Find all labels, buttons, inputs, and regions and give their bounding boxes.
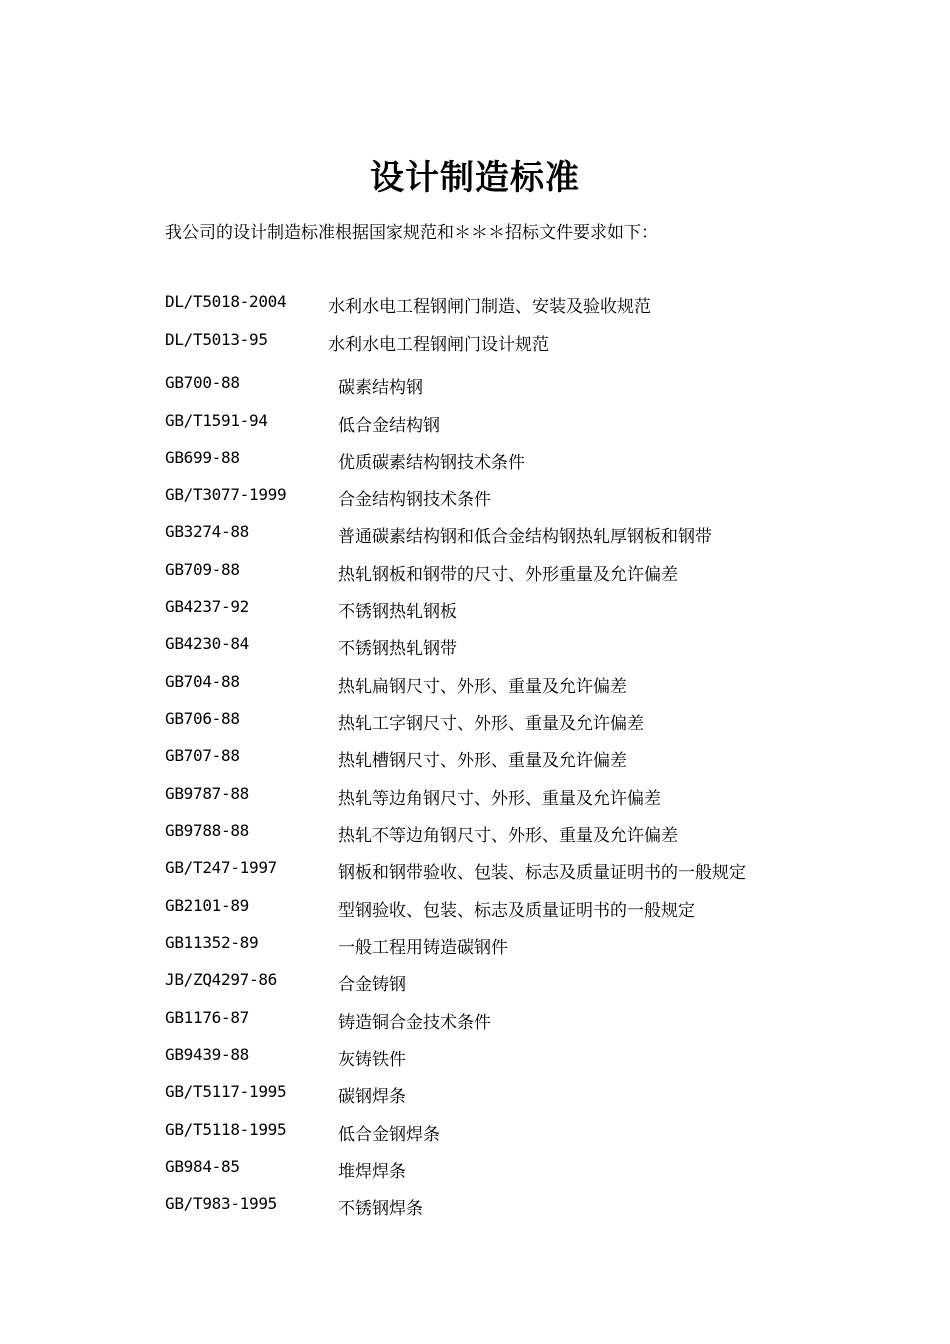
- standard-row: [165, 672, 865, 696]
- standard-name: 堆焊焊条: [338, 1162, 406, 1182]
- standard-name: 热轧槽钢尺寸、外形、重量及允许偏差: [338, 751, 627, 771]
- standard-name: 热轧工字钢尺寸、外形、重量及允许偏差: [338, 714, 644, 734]
- standard-name: 碳钢焊条: [338, 1087, 406, 1107]
- standard-row: [165, 1120, 865, 1144]
- standard-row: [165, 821, 865, 845]
- standard-code: GB4237-92: [165, 597, 249, 616]
- standard-row: [165, 709, 865, 733]
- standard-code: GB/T5117-1995: [165, 1082, 287, 1101]
- standard-code: GB1176-87: [165, 1008, 249, 1027]
- standard-row: [165, 1157, 865, 1181]
- standard-row: [165, 1008, 865, 1032]
- standard-name: 合金结构钢技术条件: [338, 490, 491, 510]
- standard-row: [165, 1082, 865, 1106]
- standard-row: [165, 373, 865, 397]
- standard-name: 碳素结构钢: [338, 378, 423, 398]
- standard-code: GB/T5118-1995: [165, 1120, 287, 1139]
- standard-name: 优质碳素结构钢技术条件: [338, 453, 525, 473]
- standard-row: [165, 1194, 865, 1218]
- standard-code: GB706-88: [165, 709, 240, 728]
- standard-code: GB4230-84: [165, 634, 249, 653]
- page-title: 设计制造标准: [370, 158, 580, 198]
- standard-code: GB984-85: [165, 1157, 240, 1176]
- standard-code: GB9788-88: [165, 821, 249, 840]
- standard-row: [165, 858, 865, 882]
- standard-name: 热轧扁钢尺寸、外形、重量及允许偏差: [338, 677, 627, 697]
- standard-name: 水利水电工程钢闸门设计规范: [328, 335, 549, 355]
- standard-name: 热轧等边角钢尺寸、外形、重量及允许偏差: [338, 789, 661, 809]
- standard-row: [165, 896, 865, 920]
- standard-name: 型钢验收、包装、标志及质量证明书的一般规定: [338, 901, 695, 921]
- standard-row: [165, 448, 865, 472]
- standard-row: [165, 330, 865, 354]
- standard-code: GB/T3077-1999: [165, 485, 287, 504]
- standard-row: [165, 411, 865, 435]
- standard-code: GB700-88: [165, 373, 240, 392]
- standard-code: GB/T247-1997: [165, 858, 277, 877]
- standard-code: GB/T1591-94: [165, 411, 268, 430]
- standard-name: 热轧不等边角钢尺寸、外形、重量及允许偏差: [338, 826, 678, 846]
- standard-row: [165, 597, 865, 621]
- standard-name: 灰铸铁件: [338, 1050, 406, 1070]
- standard-name: 一般工程用铸造碳钢件: [338, 938, 508, 958]
- standard-row: [165, 522, 865, 546]
- standard-name: 不锈钢热轧钢板: [338, 602, 457, 622]
- standard-name: 不锈钢焊条: [338, 1199, 423, 1219]
- standard-row: [165, 784, 865, 808]
- standard-code: GB2101-89: [165, 896, 249, 915]
- standard-code: GB704-88: [165, 672, 240, 691]
- standard-row: [165, 634, 865, 658]
- standard-code: GB9787-88: [165, 784, 249, 803]
- standard-name: 普通碳素结构钢和低合金结构钢热轧厚钢板和钢带: [338, 527, 712, 547]
- standard-name: 低合金结构钢: [338, 416, 440, 436]
- standard-name: 合金铸钢: [338, 975, 406, 995]
- standard-code: JB/ZQ4297-86: [165, 970, 277, 989]
- standard-row: [165, 1045, 865, 1069]
- standard-code: DL/T5018-2004: [165, 292, 287, 311]
- standard-row: [165, 292, 865, 316]
- standard-row: [165, 560, 865, 584]
- standard-code: GB/T983-1995: [165, 1194, 277, 1213]
- standard-row: [165, 746, 865, 770]
- standard-code: GB3274-88: [165, 522, 249, 541]
- standard-code: DL/T5013-95: [165, 330, 268, 349]
- standard-code: GB709-88: [165, 560, 240, 579]
- standard-code: GB707-88: [165, 746, 240, 765]
- standard-row: [165, 970, 865, 994]
- standard-name: 钢板和钢带验收、包装、标志及质量证明书的一般规定: [338, 863, 746, 883]
- standard-row: [165, 485, 865, 509]
- standard-name: 不锈钢热轧钢带: [338, 639, 457, 659]
- standard-name: 水利水电工程钢闸门制造、安装及验收规范: [328, 297, 651, 317]
- standard-code: GB9439-88: [165, 1045, 249, 1064]
- intro-paragraph: 我公司的设计制造标准根据国家规范和＊＊＊招标文件要求如下：: [165, 223, 658, 243]
- standard-code: GB11352-89: [165, 933, 259, 952]
- standard-name: 热轧钢板和钢带的尺寸、外形重量及允许偏差: [338, 565, 678, 585]
- standard-row: [165, 933, 865, 957]
- standard-code: GB699-88: [165, 448, 240, 467]
- standard-name: 铸造铜合金技术条件: [338, 1013, 491, 1033]
- standard-name: 低合金钢焊条: [338, 1125, 440, 1145]
